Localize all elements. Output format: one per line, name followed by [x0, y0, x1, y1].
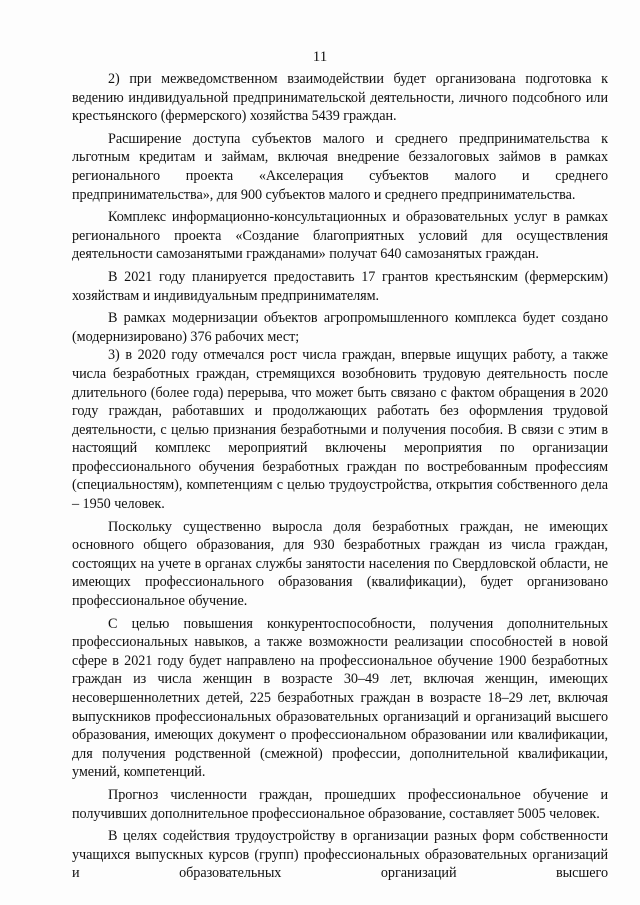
paragraph-farm-grants: В 2021 году планируется предоставить 17 грантов крестьянским (фермерским) хозяйствам и индивидуальным предпринимателям. — [72, 268, 608, 304]
paragraph-graduate-employment: В целях содействия трудоустройству в организации разных форм собственности учащихся выпускных курсов (групп) профессиональных образовательных организаций и образовательных организаций высшего — [72, 828, 608, 882]
paragraph-competitiveness-training: С целью повышения конкурентоспособности, получения дополнительных профессиональных навыков, а также возможности реализации способностей в новой сфере в 2021 году будет направлено на профессиональное обучение 1900 безработных граждан из числа женщин в возрасте 30–49 лет, включая женщин, имеющих несовершеннолетних детей, 225 безработных граждан в возрасте 18–29 лет, включая выпускников профессиональных образовательных организаций и организаций высшего образования, имеющих документ о профессиональном образовании или квалификации, для получения родственной (смежной) профессии, дополнительной квалификации, умений, компетенций. — [72, 615, 608, 781]
paragraph-credit-access: Расширение доступа субъектов малого и среднего предпринимательства к льготным кредитам и займам, включая внедрение беззалоговых займов в рамках регионального проекта «Акселерация субъектов малого и среднего предпринимательства», для 900 субъектов малого и среднего предпринимательства. — [72, 130, 608, 203]
document-body — [72, 70, 608, 883]
page-number: 11 — [312, 49, 328, 65]
paragraph-basic-education-training: Поскольку существенно выросла доля безработных граждан, не имеющих основного общего образования, для 930 безработных граждан из числа граждан, состоящих на учете в органах службы занятости населения по Свердловской области, не имеющих профессионального образования (квалификации), будет организовано профессиональное обучение. — [72, 518, 608, 610]
paragraph-unemployment-growth: 3) в 2020 году отмечался рост числа граждан, впервые ищущих работу, а также числа безработных граждан, стремящихся возобновить трудовую деятельность после длительного (более года) перерыва, что может быть связано с фактом обращения в 2020 году граждан, работавших и продолжающих работать без оформления трудовой деятельности, с целью признания безработными и получения пособия. В связи с этим в настоящий комплекс мероприятий включены мероприятия по организации профессионального обучения безработных граждан по востребованным профессиям (специальностям), компетенциям с целью трудоустройства, открытия собственного дела – 1950 человек. — [72, 347, 608, 513]
paragraph-training-forecast: Прогноз численности граждан, прошедших профессиональное обучение и получивших дополнительное профессиональное образование, составляет 5005 человек. — [72, 786, 608, 822]
paragraph-self-employed-services: Комплекс информационно-консультационных и образовательных услуг в рамках регионального проекта «Создание благоприятных условий для осуществления деятельности самозанятыми гражданами» получат 640 самозанятых граждан. — [72, 209, 608, 263]
paragraph-agro-modernization: В рамках модернизации объектов агропромышленного комплекса будет создано (модернизировано) 376 рабочих мест; — [72, 310, 608, 345]
paragraph-entrepreneurship-training: 2) при межведомственном взаимодействии будет организована подготовка к ведению индивидуальной предпринимательской деятельности, личного подсобного или крестьянского (фермерского) хозяйства 5439 граждан. — [72, 71, 608, 125]
